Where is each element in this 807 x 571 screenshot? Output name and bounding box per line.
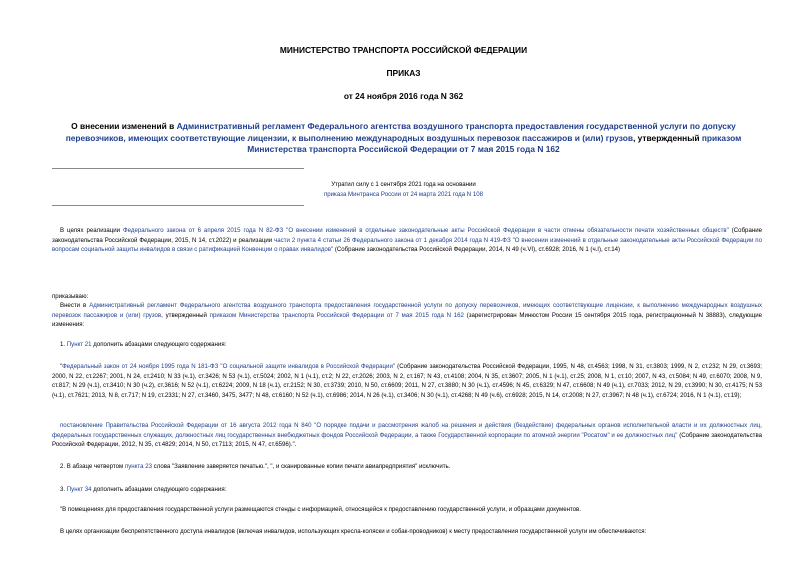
ministry-heading: МИНИСТЕРСТВО ТРАНСПОРТА РОССИЙСКОЙ ФЕДЕРАЦИИ (279, 45, 528, 55)
item-3-paragraph (52, 485, 762, 495)
paragraph-text: (Собрание законодательства Российской Федерации, 1995, N 48, ст.4563; 1998, N 31, ст.3803; 1999, N 2, ст.232; N 29, ст.3693; 2000, N 22, ст.2267; 2001, N 24, ст.2410; N 33 (ч.1), ст.3426; N 53 (ч.1), ст.5024; 2002, N 1 (ч.1), ст.2; N 22, ст.2026; 2003, N 2, ст.167; N 43, ст.4108; 2004, N 35, ст.3607; 2005, N 1 (ч.1), ст.25; 2008, N 1, ст.10; 2007, N 43, ст.5084; N 49, ст.6070; 2008, N 9, ст.817; N 29 (ч.1), ст.3410; N 30 (ч.2), ст.3616; N 52 (ч.1), ст.6224; 2009, N 18 (ч.1), ст.2152; N 30, ст.3739; 2010, N 50, ст.6609; 2011, N 27, ст.3880; N 30 (ч.1), ст.4596; N 45, ст.6329; N 47, ст.6608; N 49 (ч.1), ст.7033; 2012, N 29, ст.3990; N 30, ст.4175; N 53 (ч.1), ст.7621; 2013, N 8, ст.717; N 19, ст.2331; N 27, ст.3460, 3475, 3477; N 48, ст.6160; N 52 (ч.1), ст.6986; 2014, N 26 (ч.1), ст.3406; N 30 (ч.1), ст.4268; N 49 (ч.6), ст.6928; 2015, N 14, ст.2008; N 27, ст.3967; N 48 (ч.1), ст.6724; 2016, N 1 (ч.1), ст.19); (52, 363, 762, 399)
paragraph-text: , утвержденный (161, 311, 210, 319)
decree-840-paragraph (52, 421, 762, 450)
lost-force-note (0, 180, 807, 200)
paragraph-text: слова "Заявление заверяется печатью.", ", и сканированные копии печати авиапредприятия" исключить. (151, 463, 451, 470)
order-heading: ПРИКАЗ (386, 68, 421, 78)
link-federal-law-181[interactable]: Федеральный закон от 24 ноября 1995 года N 181-ФЗ "О социальной защите инвалидов в Российской Федерации" (62, 363, 396, 370)
item-1-paragraph (52, 340, 762, 350)
accessibility-paragraph: В целях организации беспрепятственного доступа инвалидов (включая инвалидов, использующих кресла-коляски и собак-проводников) к месту предоставления государственной услуги им обеспечиваются: (60, 528, 647, 535)
paragraph-text: 1. (60, 341, 67, 348)
law-181-paragraph (52, 362, 762, 400)
link-federal-law-82[interactable]: Федерального закона от 6 апреля 2015 года N 82-ФЗ "О внесении изменений в отдельные законодательные акты Российской Федерации в части отмены обязательности печати хозяйственных обществ" (123, 227, 729, 234)
paragraph-text: (Собрание законодательства Российской Федерации, 2012, N 35, ст.4829; 2014, N 50, ст.7113; 2015, N 47, ст.6596).". (52, 431, 762, 449)
divider-top (52, 168, 304, 169)
link-clause-23[interactable]: пункта 23 (124, 463, 152, 470)
paragraph-text: (Собрание законодательства Российской Федерации, 2014, N 49 (ч.VI), ст.6928; 2016, N 1 (ч.I), ст.14) (333, 246, 621, 254)
paragraph-text: В целях реализации (60, 227, 124, 234)
amendment-intro-paragraph (52, 301, 762, 330)
divider-bottom (52, 205, 304, 206)
lost-force-text: Утратил силу с 1 сентября 2021 года на основании (331, 181, 476, 188)
paragraph-text: Внести в (60, 302, 90, 309)
link-order-162[interactable]: приказом Министерства транспорта Российской Федерации от 7 мая 2015 года N 162 (209, 311, 464, 319)
link-clause-34[interactable]: Пункт 34 (66, 486, 92, 493)
paragraph-text: 3. (60, 486, 67, 493)
link-regulation[interactable]: Административный регламент Федерального агентства воздушного транспорта предоставления государственной услуги по допуску перевозчиков, имеющих соответствующие лицензии, к выполнению международных воздушных перевозок пассажиров и (или) грузов (52, 302, 762, 319)
title-link-regulation[interactable]: Административный регламент Федерального агентства воздушного транспорта предоставления государственной услуги по допуску перевозчиков, имеющих соответствующие лицензии, к выполнению международных воздушных перевозок пассажиров и (или) грузов (65, 121, 736, 143)
paragraph-text: дополнить абзацами следующего содержания: (91, 486, 227, 493)
title-text: , утвержденный (632, 132, 702, 143)
title-link-order-162[interactable]: приказом Министерства транспорта Российской Федерации от 7 мая 2015 года N 162 (247, 132, 742, 154)
paragraph-text: дополнить абзацами следующего содержания: (91, 341, 227, 348)
order-date: от 24 ноября 2016 года N 362 (343, 91, 464, 101)
item-2-paragraph (52, 462, 762, 472)
order-word: приказываю: (52, 293, 89, 300)
paragraph-text: (Собрание законодательства Российской Федерации, 2015, N 14, ст.2022) и реализации (52, 227, 762, 244)
preamble-paragraph (52, 226, 762, 255)
link-clause-21[interactable]: Пункт 21 (66, 341, 92, 348)
title-text: О внесении изменений в (71, 121, 177, 131)
paragraph-text: " (60, 363, 63, 370)
paragraph-text: 2. В абзаце четвертом (60, 463, 125, 470)
lost-force-link[interactable]: приказа Минтранса России от 24 марта 2021 года N 108 (323, 191, 484, 198)
stands-paragraph: "В помещениях для предоставления государственной услуги размещаются стенды с информацией, относящейся к предоставлению государственной услуги, и образцами документов. (60, 506, 581, 513)
order-title (50, 121, 757, 156)
link-decree-840[interactable]: постановление Правительства Российской Федерации от 16 августа 2012 года N 840 "О порядке подачи и рассмотрения жалоб на решения и действия (бездействие) федеральных органов исполнительной власти и их должностных лиц, федеральных государственных служащих, должностных лиц государственных внебюджетных фондов Российской Федерации, а также Государственной корпорации по атомной энергии "Росатом" и ее должностных лиц" (52, 422, 762, 439)
paragraph-text: (зарегистрирован Минюстом России 15 сентября 2015 года, регистрационный N 38883), следующие изменения: (52, 311, 763, 329)
link-federal-law-419[interactable]: части 2 пункта 4 статьи 26 Федерального закона от 1 декабря 2014 года N 419-ФЗ "О внесении изменений в отдельные законодательные акты Российской Федерации по вопросам социальной защиты инвалидов в связи с ратификацией Конвенции о правах инвалидов" (52, 236, 762, 254)
